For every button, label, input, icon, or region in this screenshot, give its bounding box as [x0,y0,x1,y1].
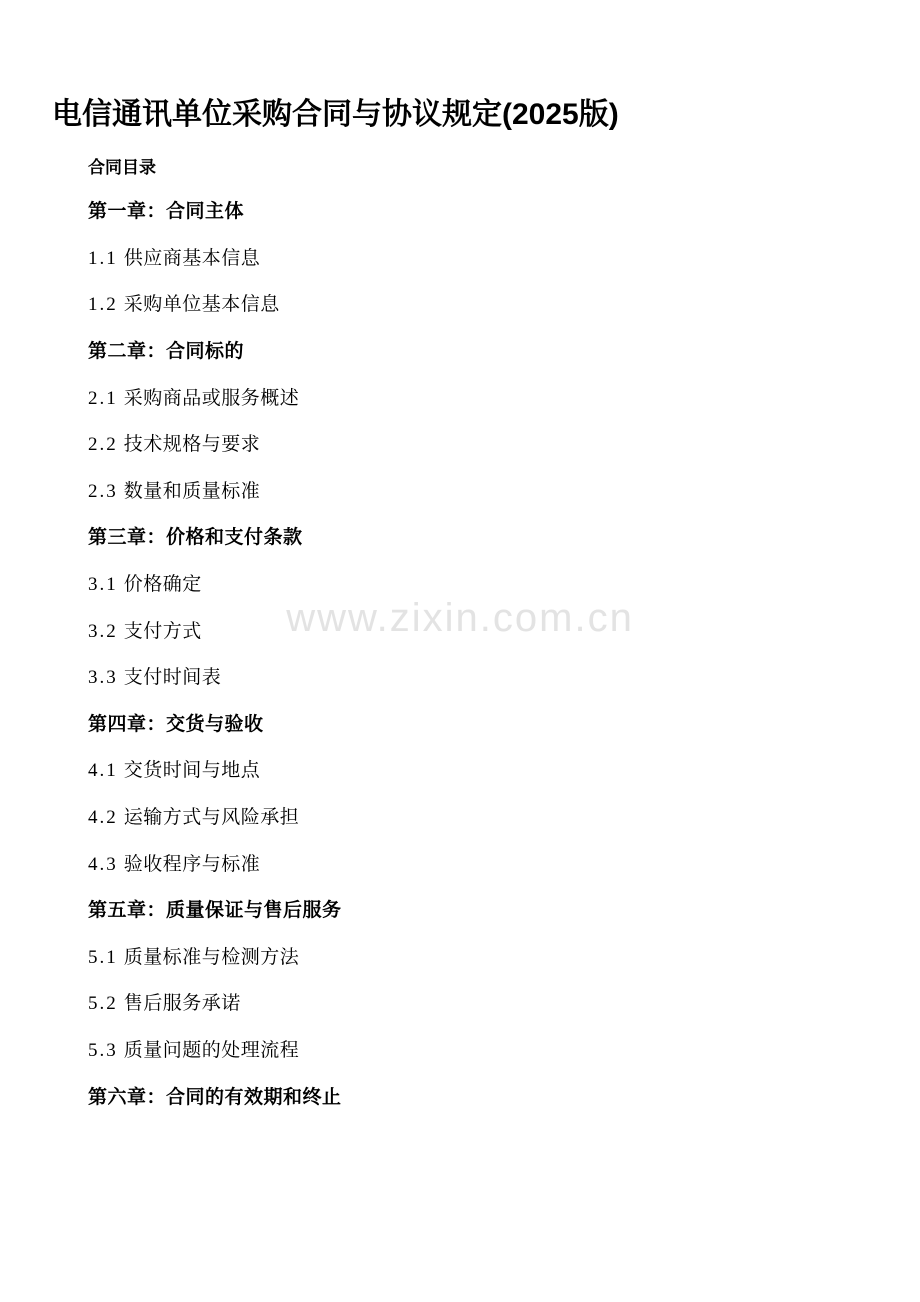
toc-chapter[interactable]: 第三章：价格和支付条款 [88,527,303,549]
toc-item-number: 2.2 [88,434,118,456]
toc-item[interactable] [0,619,920,646]
toc-item-label: 支付方式 [123,620,202,642]
toc-item-number: 1.1 [88,247,118,269]
toc-item-number: 5.1 [88,946,118,968]
toc-item-label: 支付时间表 [123,667,222,689]
toc-item-number: 2.3 [88,480,118,502]
toc-chapter[interactable]: 第五章：质量保证与售后服务 [88,900,342,922]
toc-item-label: 质量问题的处理流程 [123,1039,300,1061]
toc-item-label: 数量和质量标准 [123,480,261,502]
toc-list [0,199,920,1111]
toc-chapter[interactable]: 第四章：交货与验收 [88,713,264,735]
toc-item-number: 5.2 [88,993,118,1015]
toc-item[interactable] [0,665,920,692]
watermark-text: www.zixin.com.cn [286,596,634,640]
toc-item[interactable] [0,1038,920,1065]
toc-item-label: 质量标准与检测方法 [123,946,300,968]
toc-item-number: 5.3 [88,1039,118,1061]
toc-item-label: 交货时间与地点 [123,760,261,782]
toc-item-number: 4.3 [88,853,118,875]
toc-item-label: 售后服务承诺 [123,993,241,1015]
toc-item-number: 3.3 [88,667,118,689]
toc-item[interactable] [0,758,920,785]
toc-heading: 合同目录 [88,157,156,177]
toc-item[interactable] [0,805,920,832]
toc-item[interactable] [0,386,920,413]
toc-item-number: 2.1 [88,387,118,409]
toc-item-label: 运输方式与风险承担 [123,807,300,829]
toc-item[interactable] [0,292,920,319]
toc-item[interactable] [0,479,920,506]
toc-item-label: 验收程序与标准 [123,853,261,875]
toc-item-label: 价格确定 [123,574,202,596]
toc-item-number: 3.1 [88,574,118,596]
toc-item-label: 采购商品或服务概述 [123,387,300,409]
toc-item-label: 技术规格与要求 [123,434,261,456]
toc-item[interactable] [0,432,920,459]
toc-item[interactable] [0,852,920,879]
toc-item-label: 供应商基本信息 [123,247,261,269]
toc-item[interactable] [0,572,920,599]
toc-chapter[interactable]: 第二章：合同标的 [88,341,245,363]
toc-item-number: 3.2 [88,620,118,642]
toc-chapter[interactable]: 第一章：合同主体 [88,201,245,223]
toc-item[interactable] [0,945,920,972]
toc-chapter[interactable]: 第六章：合同的有效期和终止 [88,1086,342,1108]
toc-item-number: 1.2 [88,294,118,316]
toc-item-number: 4.1 [88,760,118,782]
toc-item-number: 4.2 [88,807,118,829]
toc-item[interactable] [0,246,920,273]
toc-item[interactable] [0,991,920,1018]
toc-item-label: 采购单位基本信息 [123,294,280,316]
page-title: 电信通讯单位采购合同与协议规定(2025版) [52,98,619,131]
